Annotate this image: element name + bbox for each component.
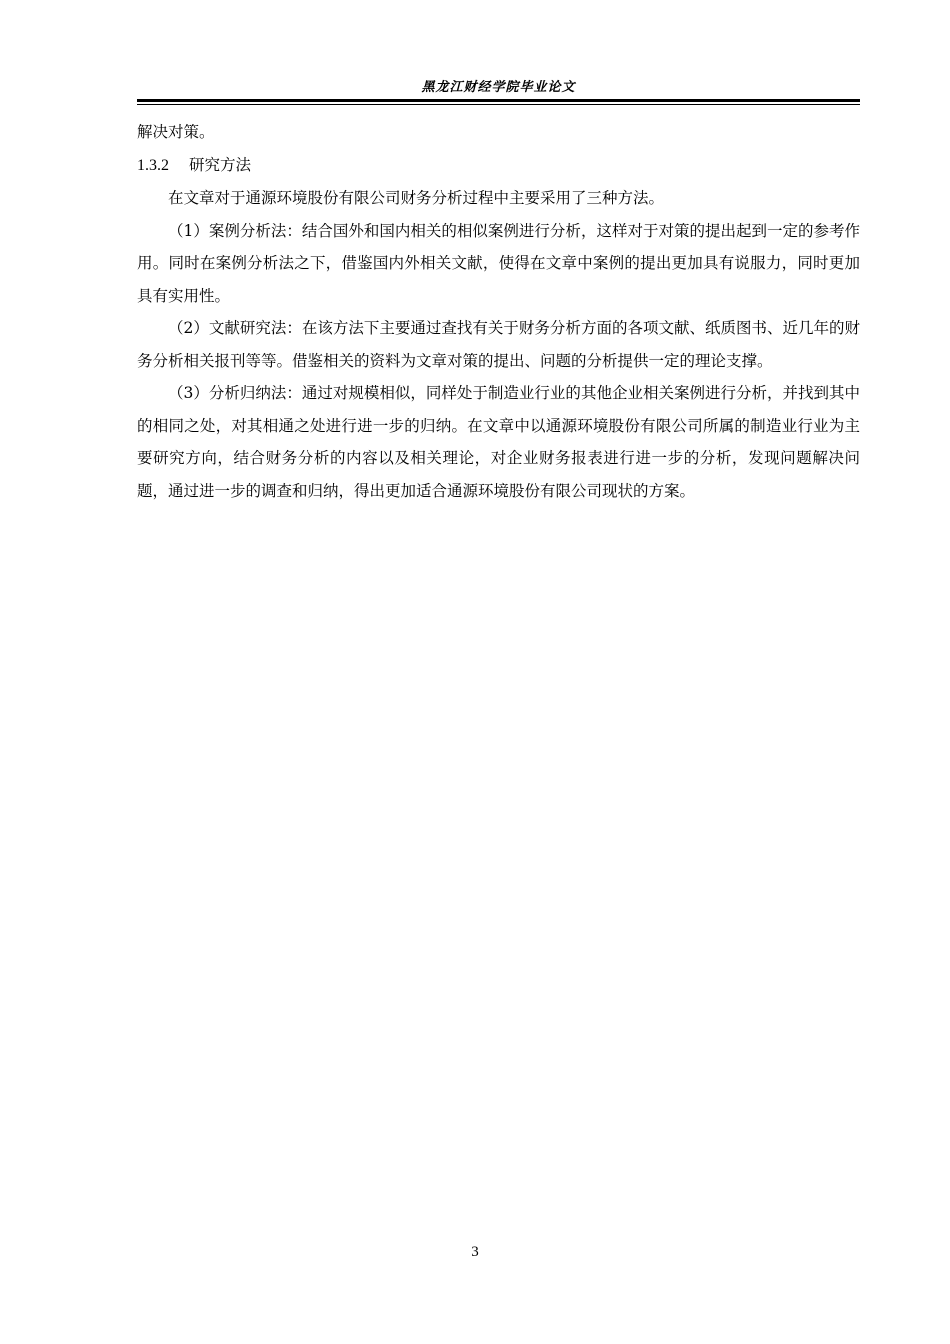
section-number: 1.3.2 [137,156,169,174]
paragraph-induction-analysis: （3）分析归纳法：通过对规模相似，同样处于制造业行业的其他企业相关案例进行分析，并找到其中的相同之处，对其相通之处进行进一步的归纳。在文章中以通源环境股份有限公司所属的制造业行业为主要研究方向，结合财务分析的内容以及相关理论，对企业财务报表进行进一步的分析，发现问题解决问题，通过进一步的调查和归纳，得出更加适合通源环境股份有限公司现状的方案。 [137,384,860,500]
paragraph-literature-research: （2）文献研究法：在该方法下主要通过查找有关于财务分析方面的各项文献、纸质图书、近几年的财务分析相关报刊等等。借鉴相关的资料为文章对策的提出、问题的分析提供一定的理论支撑。 [137,319,860,370]
continuation-line: 解决对策。 [137,123,215,141]
page-header [137,78,860,106]
body-text [137,116,860,507]
header-title: 黑龙江财经学院毕业论文 [421,80,576,95]
header-rule-thick [137,99,860,102]
section-title: 研究方法 [189,155,252,174]
paragraph-intro: 在文章对于通源环境股份有限公司财务分析过程中主要采用了三种方法。 [168,189,665,207]
header-rule-thin [137,104,860,105]
page-number: 3 [471,1244,479,1260]
section-heading [137,149,860,183]
paragraph-case-analysis: （1）案例分析法：结合国外和国内相关的相似案例进行分析，这样对于对策的提出起到一定的参考作用。同时在案例分析法之下，借鉴国内外相关文献，使得在文章中案例的提出更加具有说服力，同时更加具有实用性。 [137,221,860,305]
